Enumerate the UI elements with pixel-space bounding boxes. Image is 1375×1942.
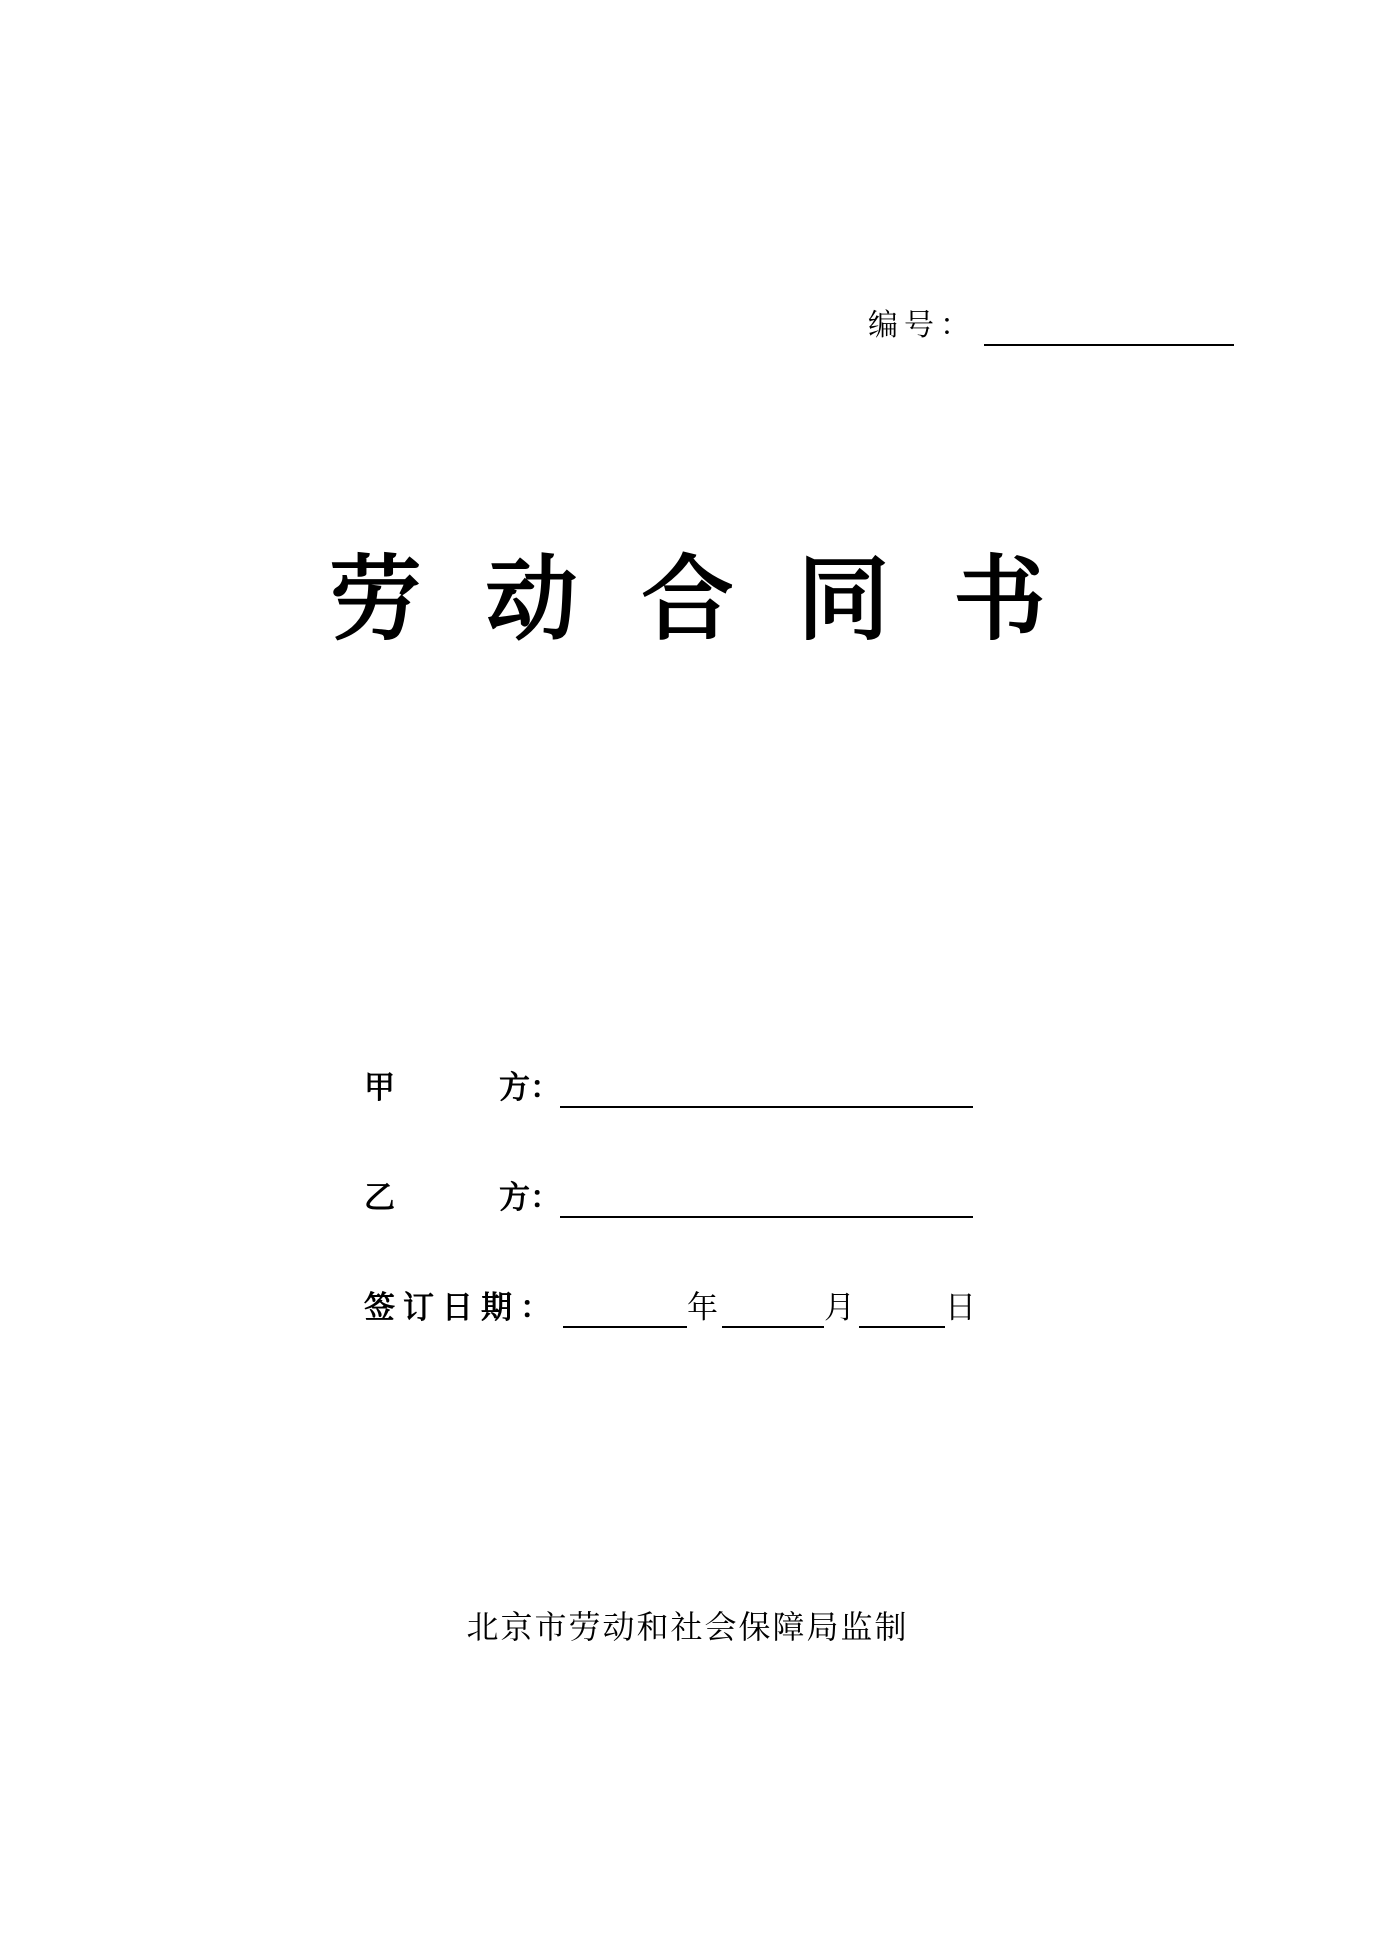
supervisor-footer: 北京市劳动和社会保障局监制 xyxy=(466,1608,909,1646)
signing-day-blank[interactable] xyxy=(859,1292,945,1328)
party-b-colon: ： xyxy=(530,1180,561,1216)
signing-year-unit: 年 xyxy=(687,1290,718,1326)
party-b-char1: 乙 xyxy=(364,1180,395,1216)
party-a-blank[interactable] xyxy=(560,1072,973,1108)
party-a-char1: 甲 xyxy=(364,1070,395,1106)
contract-number-label: 编号： xyxy=(868,308,976,343)
signing-day-unit: 日 xyxy=(945,1290,976,1326)
party-b-char2: 方 xyxy=(499,1180,530,1216)
document-title: 劳动合同书 xyxy=(329,546,1110,653)
party-b-row xyxy=(364,1178,973,1218)
contract-number-blank[interactable] xyxy=(984,310,1234,346)
party-b-blank[interactable] xyxy=(560,1182,973,1218)
signing-date-row xyxy=(364,1288,976,1328)
signing-year-blank[interactable] xyxy=(563,1292,687,1328)
contract-number-row xyxy=(868,306,1234,346)
signing-date-label: 签订日期： xyxy=(364,1290,559,1326)
signing-month-unit: 月 xyxy=(824,1290,855,1326)
party-a-row xyxy=(364,1068,973,1108)
party-a-colon: ： xyxy=(530,1070,561,1106)
signing-month-blank[interactable] xyxy=(722,1292,824,1328)
party-a-char2: 方 xyxy=(499,1070,530,1106)
